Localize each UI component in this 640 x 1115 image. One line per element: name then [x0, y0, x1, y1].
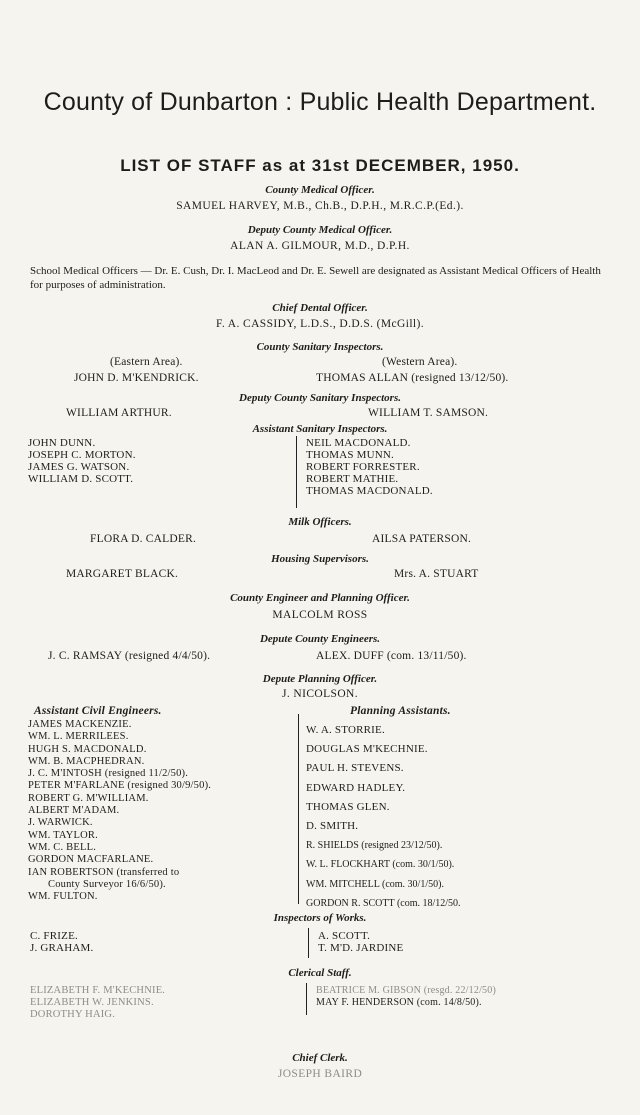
civil-heading: Assistant Civil Engineers. — [34, 705, 162, 717]
dcsi-heading: Deputy County Sanitary Inspectors. — [239, 392, 401, 404]
clerical-right-list — [316, 985, 496, 1009]
dcmo-heading: Deputy County Medical Officer. — [247, 224, 393, 236]
list-item: THOMAS MUNN. — [306, 449, 394, 461]
divider — [298, 714, 299, 904]
deputy-plan-name: J. NICOLSON. — [281, 688, 359, 700]
asi-right-list — [306, 437, 433, 497]
list-item: PETER M'FARLANE (resigned 30/9/50). — [28, 780, 212, 792]
list-item: WM. C. BELL. — [28, 841, 97, 853]
list-item: JAMES MACKENZIE. — [28, 719, 132, 730]
list-item: D. SMITH. — [306, 820, 359, 833]
csi-east-label: (Eastern Area). — [110, 356, 183, 368]
deputy-plan-heading: Depute Planning Officer. — [262, 673, 378, 685]
list-item: WM. L. MERRILEES. — [28, 731, 129, 743]
list-item: County Surveyor 16/6/50). — [48, 878, 166, 890]
deputy-eng-left: J. C. RAMSAY (resigned 4/4/50). — [48, 650, 211, 662]
divider — [308, 928, 309, 958]
list-item: ELIZABETH W. JENKINS. — [30, 997, 154, 1008]
dcsi-right: WILLIAM T. SAMSON. — [368, 407, 489, 419]
dental-heading: Chief Dental Officer. — [272, 302, 368, 314]
cmo-heading: County Medical Officer. — [265, 184, 375, 196]
list-item: DOROTHY HAIG. — [30, 1009, 116, 1020]
dcsi-left: WILLIAM ARTHUR. — [66, 407, 172, 419]
engineer-name: MALCOLM ROSS — [272, 609, 368, 621]
milk-left: FLORA D. CALDER. — [90, 533, 197, 545]
list-item: JOHN DUNN. — [28, 437, 96, 449]
list-item: J. GRAHAM. — [30, 942, 94, 954]
list-item: BEATRICE M. GIBSON (resgd. 22/12/50) — [316, 985, 496, 996]
csi-heading: County Sanitary Inspectors. — [256, 341, 384, 353]
chief-clerk-heading: Chief Clerk. — [292, 1052, 348, 1064]
list-item: NEIL MACDONALD. — [306, 437, 411, 449]
divider — [296, 436, 297, 508]
milk-right: AILSA PATERSON. — [372, 533, 472, 545]
list-item: THOMAS GLEN. — [306, 800, 390, 813]
list-item: J. C. M'INTOSH (resigned 11/2/50). — [28, 768, 189, 780]
planning-list — [306, 721, 461, 913]
list-item: WM. MITCHELL (com. 30/1/50). — [306, 878, 444, 890]
list-item: WM. B. MACPHEDRAN. — [28, 755, 145, 767]
cmo-name: SAMUEL HARVEY, M.B., Ch.B., D.P.H., M.R.C.P.(Ed.). — [176, 200, 464, 212]
list-item: WILLIAM D. SCOTT. — [28, 473, 134, 485]
list-item: MAY F. HENDERSON (com. 14/8/50). — [316, 997, 482, 1008]
list-item: GORDON MACFARLANE. — [28, 854, 154, 866]
list-item: ROBERT G. M'WILLIAM. — [28, 792, 149, 804]
engineer-heading: County Engineer and Planning Officer. — [230, 592, 410, 604]
csi-west-label: (Western Area). — [382, 356, 458, 368]
list-item: ROBERT FORRESTER. — [306, 461, 420, 473]
list-item: ROBERT MATHIE. — [306, 473, 399, 485]
list-item: DOUGLAS M'KECHNIE. — [306, 743, 428, 756]
csi-east-name: JOHN D. M'KENDRICK. — [74, 372, 199, 384]
list-item: EDWARD HADLEY. — [306, 781, 406, 794]
planning-heading: Planning Assistants. — [350, 705, 451, 717]
csi-west-name: THOMAS ALLAN (resigned 13/12/50). — [316, 372, 509, 384]
works-left-list — [30, 930, 93, 954]
housing-right: Mrs. A. STUART — [394, 568, 479, 580]
list-item: T. M'D. JARDINE — [318, 942, 404, 954]
deputy-eng-right: ALEX. DUFF (com. 13/11/50). — [316, 650, 467, 662]
list-item: JAMES G. WATSON. — [28, 461, 130, 473]
milk-heading: Milk Officers. — [288, 516, 352, 528]
housing-heading: Housing Supervisors. — [271, 553, 369, 565]
works-right-list — [318, 930, 403, 954]
asi-heading: Assistant Sanitary Inspectors. — [252, 423, 388, 435]
dental-name: F. A. CASSIDY, L.D.S., D.D.S. (McGill). — [215, 318, 425, 330]
list-item: IAN ROBERTSON (transferred to — [28, 866, 180, 878]
asi-left-list — [28, 437, 136, 485]
list-item: A. SCOTT. — [318, 930, 371, 942]
works-heading: Inspectors of Works. — [273, 912, 367, 924]
divider — [306, 983, 307, 1015]
list-title: LIST OF STAFF as at 31st DECEMBER, 1950. — [120, 156, 520, 175]
list-item: J. WARWICK. — [28, 817, 93, 829]
list-item: ALBERT M'ADAM. — [28, 805, 120, 817]
list-item: C. FRIZE. — [30, 930, 78, 942]
page-header: County of Dunbarton : Public Health Department. — [43, 88, 597, 116]
deputy-eng-heading: Depute County Engineers. — [259, 633, 381, 645]
clerical-heading: Clerical Staff. — [288, 967, 352, 979]
list-item: WM. TAYLOR. — [28, 829, 98, 841]
list-item: WM. FULTON. — [28, 891, 98, 903]
list-item: JOSEPH C. MORTON. — [28, 449, 136, 461]
list-item: W. L. FLOCKHART (com. 30/1/50). — [306, 859, 455, 871]
list-item: THOMAS MACDONALD. — [306, 485, 433, 497]
list-item: PAUL H. STEVENS. — [306, 762, 404, 775]
list-item: ELIZABETH F. M'KECHNIE. — [30, 985, 166, 996]
list-item: GORDON R. SCOTT (com. 18/12/50. — [306, 897, 461, 909]
clerical-left-list — [30, 985, 165, 1021]
list-item: W. A. STORRIE. — [306, 724, 385, 736]
chief-clerk-name: JOSEPH BAIRD — [277, 1068, 363, 1080]
civil-list — [28, 719, 211, 903]
housing-left: MARGARET BLACK. — [66, 568, 179, 580]
list-item: HUGH S. MACDONALD. — [28, 743, 147, 755]
dcmo-name: ALAN A. GILMOUR, M.D., D.P.H. — [230, 240, 410, 252]
list-item: R. SHIELDS (resigned 23/12/50). — [306, 840, 443, 852]
school-note: School Medical Officers — Dr. E. Cush, Dr. I. MacLeod and Dr. E. Sewell are designated as Assistant Medical Officers of Health for purposes of administration. — [30, 265, 601, 291]
